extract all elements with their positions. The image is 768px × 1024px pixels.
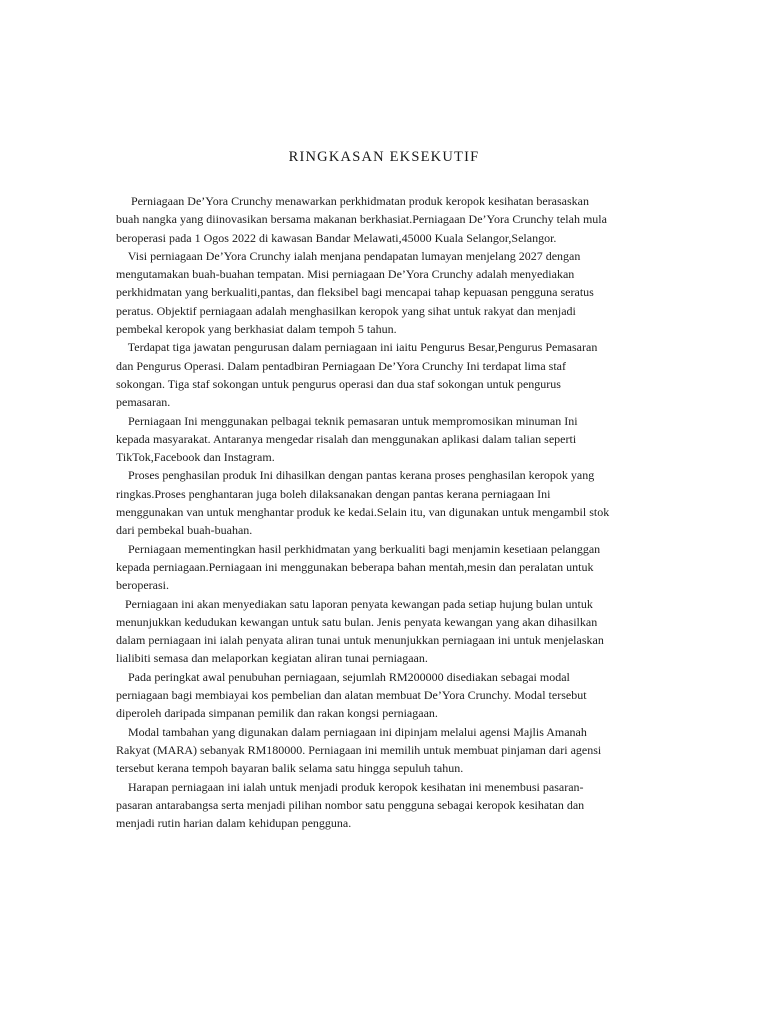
text-line: Proses penghasilan produk Ini dihasilkan dengan pantas kerana proses penghasilan keropok yang	[116, 468, 595, 483]
text-line: Harapan perniagaan ini ialah untuk menjadi produk keropok kesihatan ini menembusi pasaran-	[116, 779, 584, 794]
text-line: kepada masyarakat. Antaranya mengedar risalah dan menggunakan aplikasi dalam talian seperti	[116, 431, 577, 446]
text-line: dari pembekal buah-buahan.	[116, 523, 253, 538]
text-line: tersebut kerana tempoh bayaran balik selama satu hingga sepuluh tahun.	[116, 761, 464, 776]
text-line: perniagaan bagi membiayai kos pembelian dan alatan membuat De’Yora Crunchy. Modal tersebut	[116, 688, 587, 703]
text-line: menggunakan van untuk menghantar produk ke kedai.Selain itu, van digunakan untuk mengambil stok	[116, 505, 610, 520]
text-line: lialibiti semasa dan melaporkan kegiatan aliran tunai perniagaan.	[116, 651, 428, 666]
text-line: perkhidmatan yang berkualiti,pantas, dan fleksibel bagi mencapai tahap kepuasan pengguna seratus	[116, 285, 594, 300]
text-line: pasaran antarabangsa serta menjadi pilihan nombor satu pengguna sebagai keropok kesihatan dan	[116, 797, 585, 812]
text-line: sokongan. Tiga staf sokongan untuk pengurus operasi dan dua staf sokongan untuk pengurus	[116, 376, 561, 391]
text-line: dan Pengurus Operasi. Dalam pentadbiran Perniagaan De’Yora Crunchy Ini terdapat lima staf	[116, 358, 566, 373]
text-line: Rakyat (MARA) sebanyak RM180000. Perniagaan ini memilih untuk membuat pinjaman dari agensi	[116, 742, 602, 757]
text-line: Perniagaan ini akan menyediakan satu laporan penyata kewangan pada setiap hujung bulan untuk	[116, 596, 593, 611]
text-line: mengutamakan buah-buahan tempatan. Misi perniagaan De’Yora Crunchy adalah menyediakan	[116, 267, 575, 282]
text-line: buah nangka yang diinovasikan bersama makanan berkhasiat.Perniagaan De’Yora Crunchy telah mula	[116, 212, 607, 227]
text-line: TikTok,Facebook dan Instagram.	[116, 450, 275, 465]
text-line: Modal tambahan yang digunakan dalam perniagaan ini dipinjam melalui agensi Majlis Amanah	[116, 724, 587, 739]
text-line: beroperasi pada 1 Ogos 2022 di kawasan Bandar Melawati,45000 Kuala Selangor,Selangor.	[116, 230, 557, 245]
text-line: dalam perniagaan ini ialah penyata aliran tunai untuk menunjukkan perniagaan ini untuk menjelaskan	[116, 633, 604, 648]
text-line: pembekal keropok yang berkhasiat dalam tempoh 5 tahun.	[116, 322, 397, 337]
text-line: Visi perniagaan De’Yora Crunchy ialah menjana pendapatan lumayan menjelang 2027 dengan	[116, 248, 581, 263]
text-line: Perniagaan Ini menggunakan pelbagai teknik pemasaran untuk mempromosikan minuman Ini	[116, 413, 578, 428]
text-line: beroperasi.	[116, 578, 169, 593]
text-line: ringkas.Proses penghantaran juga boleh dilaksanakan dengan pantas kerana perniagaan Ini	[116, 486, 551, 501]
text-line: kepada perniagaan.Perniagaan ini menggunakan beberapa bahan mentah,mesin dan peralatan untuk	[116, 559, 594, 574]
text-line: diperoleh daripada simpanan pemilik dan rakan kongsi perniagaan.	[116, 706, 438, 721]
text-line: Pada peringkat awal penubuhan perniagaan, sejumlah RM200000 disediakan sebagai modal	[116, 669, 570, 684]
text-line: Terdapat tiga jawatan pengurusan dalam perniagaan ini iaitu Pengurus Besar,Pengurus Pemasaran	[116, 340, 598, 355]
text-line: menunjukkan kedudukan kewangan untuk satu bulan. Jenis penyata kewangan yang akan dihasilkan	[116, 614, 598, 629]
text-line: menjadi rutin harian dalam kehidupan pengguna.	[116, 816, 352, 831]
text-line: Perniagaan De’Yora Crunchy menawarkan perkhidmatan produk keropok kesihatan berasaskan	[116, 194, 589, 208]
page-title: RINGKASAN EKSEKUTIF	[288, 149, 480, 165]
text-line: Perniagaan mementingkan hasil perkhidmatan yang berkualiti bagi menjamin kesetiaan pelanggan	[116, 541, 601, 556]
executive-summary-body	[116, 192, 660, 832]
text-line: peratus. Objektif perniagaan adalah menghasilkan keropok yang sihat untuk rakyat dan menjadi	[116, 303, 576, 318]
text-line: pemasaran.	[116, 395, 171, 410]
